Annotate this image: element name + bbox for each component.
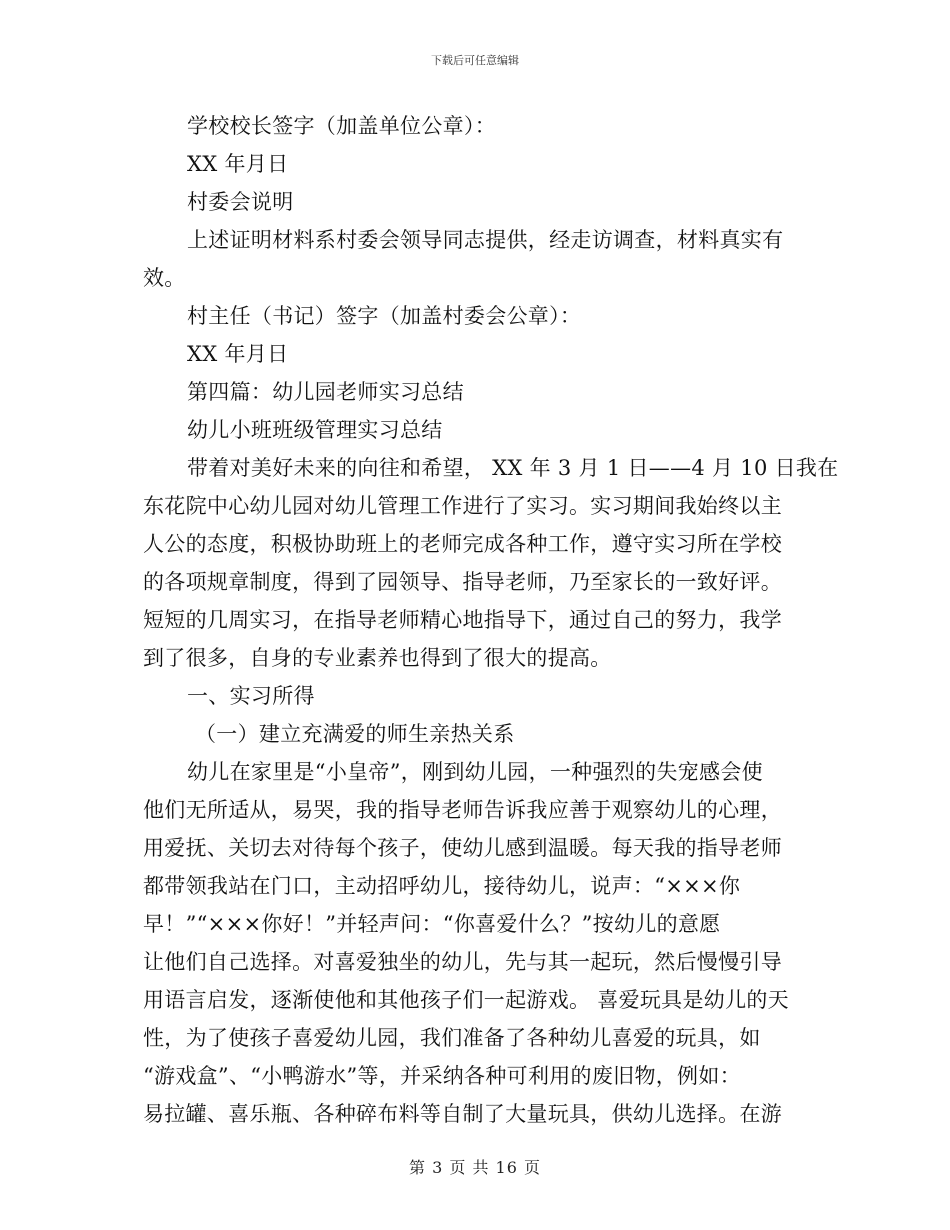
text-line: 效。 xyxy=(143,266,186,290)
text-line: 上述证明材料系村委会领导同志提供，经走访调查，材料真实有 xyxy=(187,228,784,252)
text-line: 他们无所适从，易哭，我的指导老师告诉我应善于观察幼儿的心理， xyxy=(143,798,782,822)
section-heading: 第四篇：幼儿园老师实习总结 xyxy=(187,380,464,404)
page-footer: 第 3 页 共 16 页 xyxy=(409,1158,541,1177)
text-line: 用爱抚、关切去对待每个孩子，使幼儿感到温暖。每天我的指导老师 xyxy=(143,836,782,860)
text-line: XX 年月日 xyxy=(187,152,289,176)
text-line: XX 年月日 xyxy=(187,342,289,366)
text-line: 用语言启发，逐渐使他和其他孩子们一起游戏。 喜爱玩具是幼儿的天 xyxy=(143,988,789,1012)
text-line: 让他们自己选择。对喜爱独坐的幼儿，先与其一起玩，然后慢慢引导 xyxy=(143,950,782,974)
text-line: “游戏盒”、“小鸭游水”等，并采纳各种可利用的废旧物，例如： xyxy=(143,1064,741,1088)
text-line: 村主任（书记）签字（加盖村委会公章）： xyxy=(187,304,582,328)
text-line: 带着对美好未来的向往和希望， XX 年 3 月 1 日——4 月 10 日我在 xyxy=(187,456,839,480)
subsection-heading: （一）建立充满爱的师生亲热关系 xyxy=(195,722,515,746)
text-line: 早！”“×××你好！”并轻声问：“你喜爱什么？”按幼儿的意愿 xyxy=(143,912,721,936)
text-line: 易拉罐、喜乐瓶、各种碎布料等自制了大量玩具，供幼儿选择。在游 xyxy=(143,1102,782,1126)
text-line: 人公的态度，积极协助班上的老师完成各种工作，遵守实习所在学校 xyxy=(143,532,782,556)
text-line: 幼儿在家里是“小皇帝”，刚到幼儿园，一种强烈的失宠感会使 xyxy=(187,760,763,784)
text-line: 村委会说明 xyxy=(187,190,294,214)
document-body xyxy=(143,107,839,1133)
text-line: 的各项规章制度，得到了园领导、指导老师，乃至家长的一致好评。 xyxy=(143,570,782,594)
section-subtitle: 幼儿小班班级管理实习总结 xyxy=(187,418,443,442)
text-line: 到了很多，自身的专业素养也得到了很大的提高。 xyxy=(143,646,612,670)
text-line: 短短的几周实习，在指导老师精心地指导下，通过自己的努力，我学 xyxy=(143,608,782,632)
text-line: 都带领我站在门口，主动招呼幼儿，接待幼儿，说声：“×××你 xyxy=(143,874,741,898)
text-line: 性，为了使孩子喜爱幼儿园，我们准备了各种幼儿喜爱的玩具，如 xyxy=(143,1026,761,1050)
text-line: 学校校长签字（加盖单位公章）： xyxy=(187,114,496,138)
page-header: 下载后可任意编辑 xyxy=(431,54,519,67)
text-line: 东花院中心幼儿园对幼儿管理工作进行了实习。实习期间我始终以主 xyxy=(143,494,782,518)
section-heading: 一、实习所得 xyxy=(187,684,315,708)
